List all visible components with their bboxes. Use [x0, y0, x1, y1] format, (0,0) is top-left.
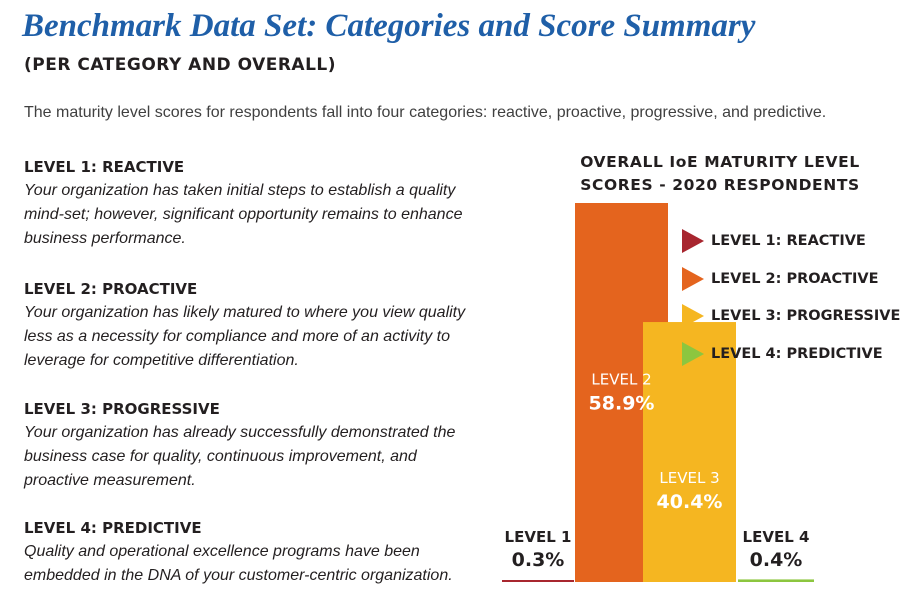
legend-marker-level-1: [682, 229, 704, 253]
intro-text: The maturity level scores for respondents fall into four categories: reactive, proactive, progressive, and predictive.: [24, 104, 827, 121]
legend-label-level-4: LEVEL 4: PREDICTIVE: [711, 345, 883, 362]
chart-legend: [682, 222, 900, 373]
level-3-description: Your organization has already successfully demonstrated the business case for quality, continuous improvement, and proactive measurement.: [24, 424, 456, 489]
legend-label-level-1: LEVEL 1: REACTIVE: [711, 232, 866, 249]
legend-marker-level-4: [682, 342, 704, 366]
legend-item-level-2: [682, 260, 900, 298]
bar-value-label-level-4: 0.4%: [749, 549, 803, 571]
level-4-description: Quality and operational excellence programs have been embedded in the DNA of your customer-centric organization.: [24, 543, 453, 584]
bar-category-label-level-2: LEVEL 2: [591, 370, 652, 389]
level-1-heading: LEVEL 1: REACTIVE: [24, 158, 185, 176]
legend-marker-level-3: [682, 304, 704, 328]
bar-level-1: [502, 580, 574, 582]
level-2-heading: LEVEL 2: PROACTIVE: [24, 280, 198, 298]
level-3-heading: LEVEL 3: PROGRESSIVE: [24, 400, 220, 418]
page-subtitle: (PER CATEGORY AND OVERALL): [24, 55, 337, 75]
bar-category-label-level-1: LEVEL 1: [504, 528, 572, 546]
bar-value-label-level-1: 0.3%: [511, 549, 565, 571]
bar-category-label-level-3: LEVEL 3: [659, 469, 720, 487]
chart-title-line-2: SCORES - 2020 RESPONDENTS: [580, 176, 860, 194]
level-1-description: Your organization has taken initial steps to establish a quality mind-set; however, significant opportunity remains to enhance business performance.: [24, 182, 463, 247]
bar-value-label-level-3: 40.4%: [656, 491, 723, 513]
page-title: Benchmark Data Set: Categories and Score Summary: [22, 8, 756, 44]
level-4-heading: LEVEL 4: PREDICTIVE: [24, 519, 202, 537]
legend-item-level-4: [682, 335, 900, 373]
chart-title-line-1: OVERALL IoE MATURITY LEVEL: [580, 153, 860, 171]
bar-value-label-level-2: 58.9%: [588, 392, 655, 415]
bar-level-4: [738, 579, 814, 582]
legend-item-level-3: [682, 297, 900, 335]
legend-label-level-2: LEVEL 2: PROACTIVE: [711, 270, 879, 287]
legend-marker-level-2: [682, 267, 704, 291]
bar-category-label-level-4: LEVEL 4: [742, 528, 810, 546]
legend-item-level-1: [682, 222, 900, 260]
legend-label-level-3: LEVEL 3: PROGRESSIVE: [711, 308, 901, 325]
level-2-description: Your organization has likely matured to where you view quality less as a necessity for compliance and more of an activity to leverage for competitive differentiation.: [24, 304, 466, 369]
